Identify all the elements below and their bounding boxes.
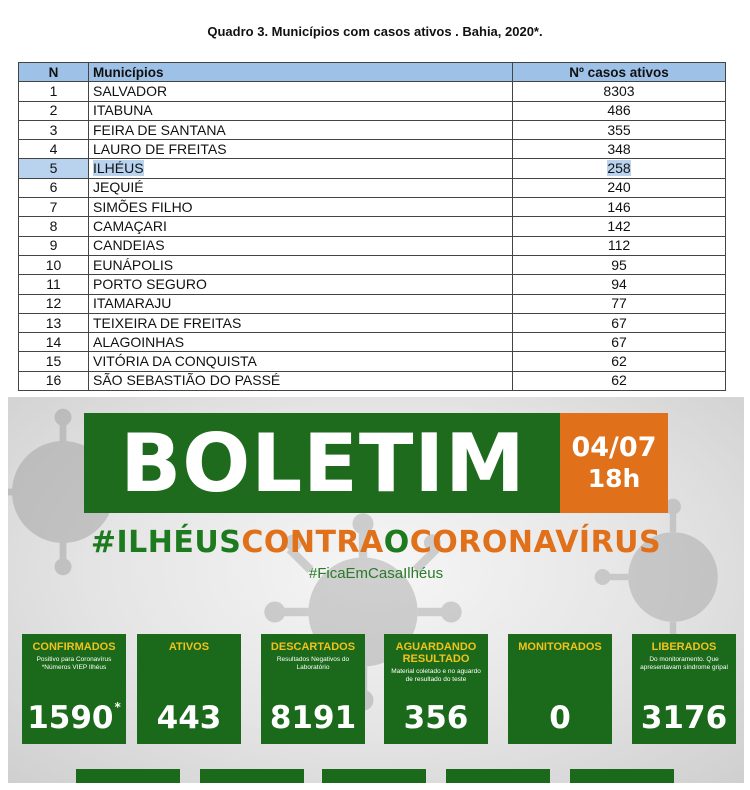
table-row: [19, 236, 726, 255]
row-casos: 112: [513, 236, 726, 255]
card-label: ATIVOS: [168, 641, 210, 653]
card-description: Positivo para Coronavírus *Números VIEP Ilhéus: [36, 656, 112, 671]
row-casos: 486: [513, 101, 726, 120]
card-liberados: [632, 634, 736, 744]
next-row-card: [200, 769, 304, 783]
bulletin-time: 18h: [587, 464, 641, 493]
header-n: N: [19, 63, 89, 82]
card-aguardando-resultado: [384, 634, 488, 744]
card-value: [22, 700, 126, 736]
highlighted-casos: 258: [607, 160, 631, 177]
row-number: 13: [19, 313, 89, 332]
card-label: LIBERADOS: [651, 641, 717, 653]
next-row-card: [322, 769, 426, 783]
table-row: [19, 294, 726, 313]
row-municipio: VITÓRIA DA CONQUISTA: [89, 352, 513, 371]
row-municipio: LAURO DE FREITAS: [89, 140, 513, 159]
next-row-card: [446, 769, 550, 783]
row-number: 11: [19, 275, 89, 294]
hashtag-o: O: [383, 525, 410, 560]
row-municipio: JEQUIÉ: [89, 178, 513, 197]
table-row: [19, 217, 726, 236]
table-row: [19, 140, 726, 159]
table-row: [19, 101, 726, 120]
highlighted-municipio: ILHÉUS: [93, 160, 144, 177]
row-casos: 240: [513, 178, 726, 197]
campaign-hashtag: [8, 525, 744, 560]
table-row-highlighted: [19, 159, 726, 178]
hashtag-ilheus: #ILHÉUS: [90, 525, 242, 560]
row-municipio: EUNÁPOLIS: [89, 255, 513, 274]
row-number: 12: [19, 294, 89, 313]
fica-em-casa-hashtag: #FicaEmCasaIlhéus: [308, 565, 444, 582]
row-number: 5: [19, 159, 89, 178]
row-casos: 8303: [513, 82, 726, 101]
row-casos: 355: [513, 120, 726, 139]
next-row-card: [570, 769, 674, 783]
card-value: 8191: [269, 700, 357, 736]
row-number: 8: [19, 217, 89, 236]
row-casos: [513, 159, 726, 178]
table-row: [19, 255, 726, 274]
row-casos: 95: [513, 255, 726, 274]
row-municipio: ALAGOINHAS: [89, 333, 513, 352]
header-casos-ativos: Nº casos ativos: [513, 63, 726, 82]
table-row: [19, 178, 726, 197]
card-label: MONITORADOS: [518, 641, 602, 653]
row-casos: 142: [513, 217, 726, 236]
row-municipio: ITABUNA: [89, 101, 513, 120]
row-number: 10: [19, 255, 89, 274]
card-label: DESCARTADOS: [270, 641, 356, 653]
row-casos: 146: [513, 198, 726, 217]
card-value: 0: [549, 700, 571, 736]
card-description: Resultados Negativos do Laboratório: [276, 656, 350, 671]
row-number: 14: [19, 333, 89, 352]
table-row: [19, 275, 726, 294]
row-municipio: ITAMARAJU: [89, 294, 513, 313]
card-description: Do monitoramento. Que apresentavam síndrome gripal: [640, 656, 728, 671]
row-municipio: SALVADOR: [89, 82, 513, 101]
table-title: Quadro 3. Municípios com casos ativos . Bahia, 2020*.: [207, 24, 543, 39]
row-number: 1: [19, 82, 89, 101]
cases-table: [18, 62, 726, 391]
card-label: AGUARDANDO RESULTADO: [395, 641, 477, 665]
card-monitorados: [508, 634, 612, 744]
row-casos: 67: [513, 313, 726, 332]
boletim-title: BOLETIM: [84, 413, 562, 513]
row-municipio: SÃO SEBASTIÃO DO PASSÉ: [89, 371, 513, 390]
row-number: 7: [19, 198, 89, 217]
card-description: Material coletado e no aguardo de resultado do teste: [391, 668, 481, 683]
footnote-mark: *: [114, 700, 121, 714]
row-municipio: [89, 159, 513, 178]
table-row: [19, 313, 726, 332]
row-casos: 62: [513, 371, 726, 390]
hashtag-coronavirus: CORONAVÍRUS: [409, 525, 662, 560]
row-casos: 62: [513, 352, 726, 371]
row-municipio: FEIRA DE SANTANA: [89, 120, 513, 139]
row-municipio: SIMÕES FILHO: [89, 198, 513, 217]
row-casos: 348: [513, 140, 726, 159]
card-descartados: [261, 634, 365, 744]
confirmados-value: 1590: [27, 700, 114, 736]
row-casos: 67: [513, 333, 726, 352]
row-number: 16: [19, 371, 89, 390]
hashtag-contra: CONTRA: [241, 525, 384, 560]
row-number: 2: [19, 101, 89, 120]
row-number: 4: [19, 140, 89, 159]
card-value: 443: [156, 700, 222, 736]
table-header-row: [19, 63, 726, 82]
bulletin-date: 04/07: [571, 432, 657, 463]
table-row: [19, 198, 726, 217]
row-number: 3: [19, 120, 89, 139]
row-number: 9: [19, 236, 89, 255]
table-row: [19, 120, 726, 139]
table-row: [19, 333, 726, 352]
date-badge: [560, 413, 668, 513]
boletim-banner: [8, 397, 744, 783]
next-row-card: [76, 769, 180, 783]
card-ativos: [137, 634, 241, 744]
card-confirmados: [22, 634, 126, 744]
card-label: CONFIRMADOS: [32, 641, 116, 653]
card-value: 3176: [640, 700, 728, 736]
row-casos: 94: [513, 275, 726, 294]
row-casos: 77: [513, 294, 726, 313]
header-municipios: Municípios: [89, 63, 513, 82]
row-number: 6: [19, 178, 89, 197]
table-row: [19, 352, 726, 371]
table-row: [19, 82, 726, 101]
row-number: 15: [19, 352, 89, 371]
table-row: [19, 371, 726, 390]
row-municipio: TEIXEIRA DE FREITAS: [89, 313, 513, 332]
card-value: 356: [403, 700, 469, 736]
row-municipio: CAMAÇARI: [89, 217, 513, 236]
row-municipio: PORTO SEGURO: [89, 275, 513, 294]
row-municipio: CANDEIAS: [89, 236, 513, 255]
